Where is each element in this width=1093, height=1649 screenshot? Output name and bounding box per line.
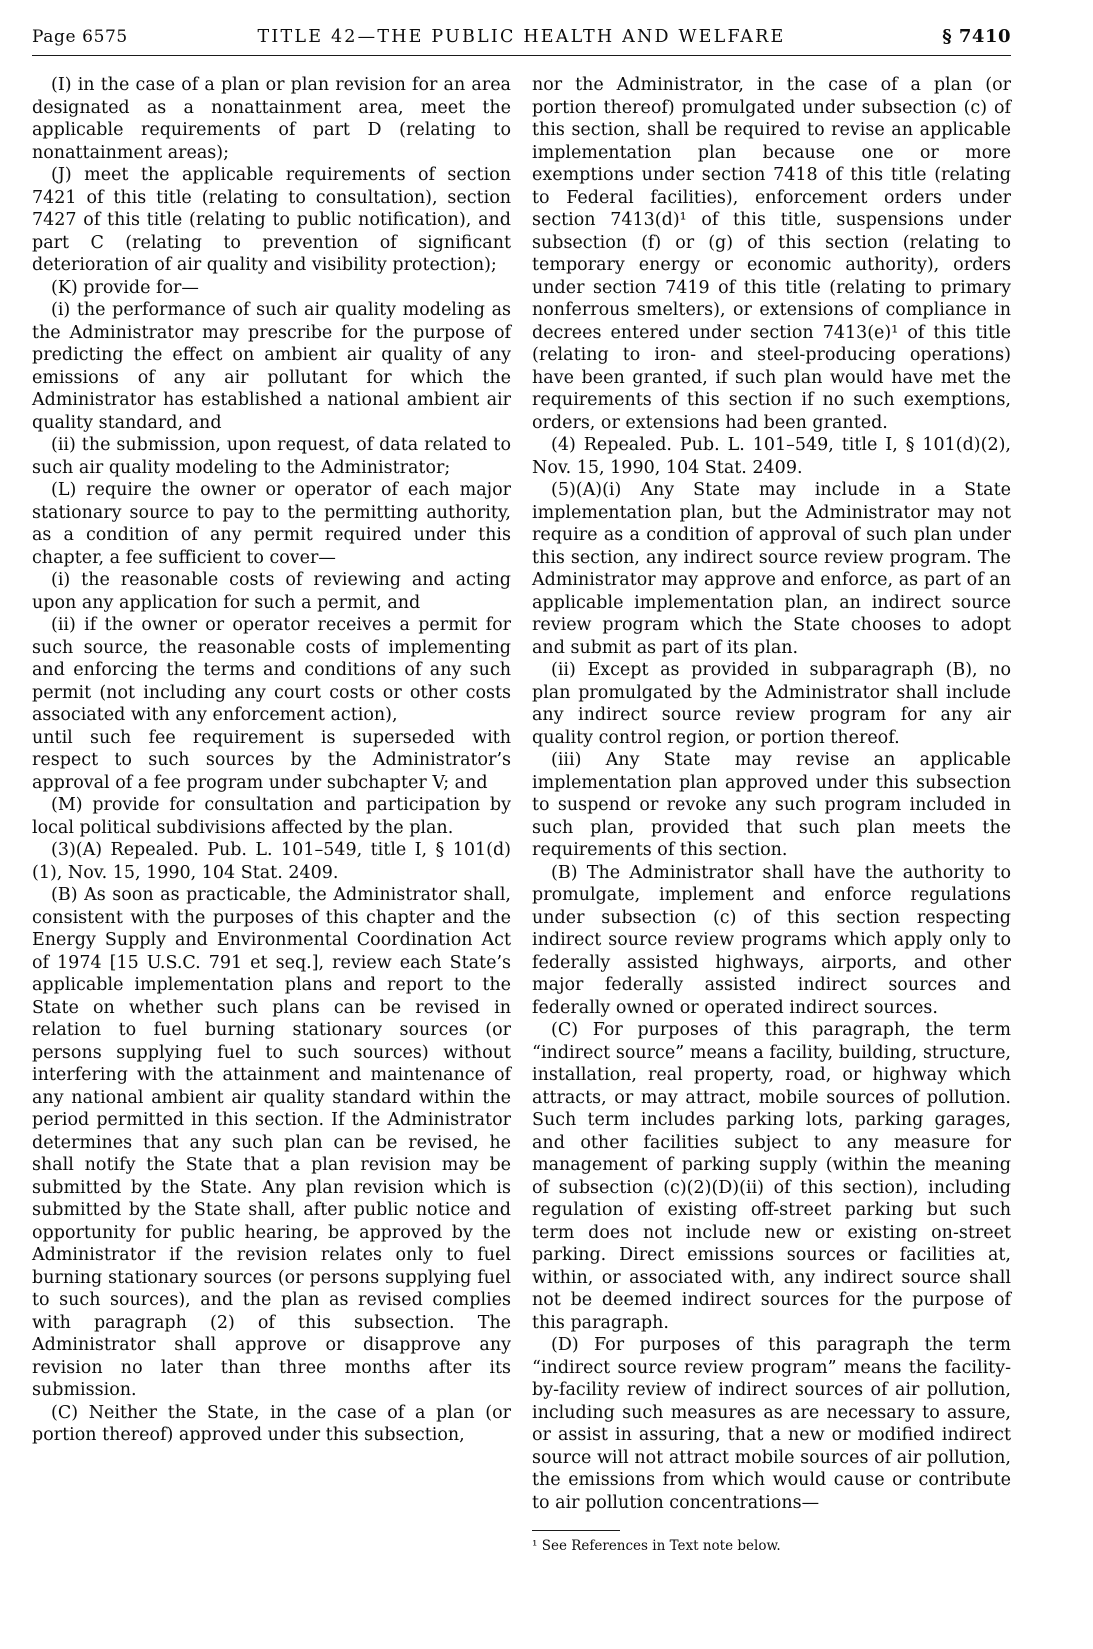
paragraph-until-clause: until such fee requirement is superseded with respect to such sources by the Administrator’s approval of a fee program under subchapter V; and: [32, 727, 511, 793]
header-rule: [32, 55, 1011, 56]
footnote: ¹ See References in Text note below.: [532, 1538, 781, 1554]
paragraph-5A-i: (5)(A)(i) Any State may include in a State implementation plan, but the Administrator may not require as a condition of approval of such plan under this section, any indirect source review program. The Administrator may approve and enforce, as part of an applicable implementation plan, an indirect source review program which the State chooses to adopt and submit as part of its plan.: [532, 480, 1011, 658]
paragraph-K: (K) provide for—: [51, 277, 199, 298]
paragraph-K-i: (i) the performance of such air quality modeling as the Administrator may prescribe for the purpose of predicting the effect on ambient air quality of any emissions of any air pollutant for which the Administrator has established a national ambient air quality standard, and: [32, 300, 511, 433]
paragraph-5A-iii: (iii) Any State may revise an applicable implementation plan approved under this subsection to suspend or revoke any such program included in such plan, provided that such plan meets the requirements of this section.: [532, 750, 1011, 860]
section-number: § 7410: [942, 26, 1011, 47]
paragraph-5A-ii: (ii) Except as provided in subparagraph (B), no plan promulgated by the Administrator shall include any indirect source review program for any air quality control region, or portion thereof.: [532, 660, 1011, 748]
page-header: [32, 26, 1011, 55]
paragraph-3C: (C) Neither the State, in the case of a plan (or portion thereof) approved under this subsection,: [32, 1402, 511, 1445]
paragraph-5B: (B) The Administrator shall have the authority to promulgate, implement and enforce regulations under subsection (c) of this section respecting indirect source review programs which apply only to federally assisted highways, airports, and other major federally assisted indirect sources and federally owned or operated indirect sources.: [532, 862, 1011, 1018]
page-title: TITLE 42—THE PUBLIC HEALTH AND WELFARE: [257, 27, 786, 47]
paragraph-3C-continued: nor the Administrator, in the case of a plan (or portion thereof) promulgated under subsection (c) of this section, shall be required to revise an applicable implementation plan because one or more exemptions under section 7418 of this title (relating to Federal facilities), enforcement orders under section 7413(d)¹ of this title, suspensions under subsection (f) or (g) of this section (relating to temporary energy or economic authority), orders under section 7419 of this title (relating to primary nonferrous smelters), or extensions of compliance in decrees entered under section 7413(e)¹ of this title (relating to iron- and steel-producing operations) have been granted, if such plan would have met the requirements of this section if no such exemptions, orders, or extensions had been granted.: [532, 75, 1011, 433]
paragraph-I: (I) in the case of a plan or plan revision for an area designated as a nonattainment area, meet the applicable requirements of part D (relating to nonattainment areas);: [32, 75, 511, 163]
paragraph-5C: (C) For purposes of this paragraph, the term “indirect source” means a facility, building, structure, installation, real property, road, or highway which attracts, or may attract, mobile sources of pollution. Such term includes parking lots, parking garages, and other facilities subject to any measure for management of parking supply (within the meaning of subsection (c)(2)(D)(ii) of this section), including regulation of existing off-street parking but such term does not include new or existing on-street parking. Direct emissions sources or facilities at, within, or associated with, any indirect source shall not be deemed indirect sources for the purpose of this paragraph.: [532, 1020, 1011, 1333]
right-column: [532, 74, 1011, 1555]
page-number: Page 6575: [32, 27, 128, 47]
paragraph-M: (M) provide for consultation and participation by local political subdivisions affected by the plan.: [32, 795, 511, 838]
paragraph-3A: (3)(A) Repealed. Pub. L. 101–549, title I, § 101(d)(1), Nov. 15, 1990, 104 Stat. 2409.: [32, 840, 511, 883]
paragraph-L-i: (i) the reasonable costs of reviewing and acting upon any application for such a permit, and: [32, 570, 511, 613]
paragraph-3B: (B) As soon as practicable, the Administrator shall, consistent with the purposes of this chapter and the Energy Supply and Environmental Coordination Act of 1974 [15 U.S.C. 791 et seq.], review each State’s applicable implementation plans and report to the State on whether such plans can be revised in relation to fuel burning stationary sources (or persons supplying fuel to such sources) without interfering with the attainment and maintenance of any national ambient air quality standard within the period permitted in this section. If the Administrator determines that any such plan can be revised, he shall notify the State that a plan revision may be submitted by the State. Any plan revision which is submitted by the State shall, after public notice and opportunity for public hearing, be approved by the Administrator if the revision relates only to fuel burning stationary sources (or persons supplying fuel to such sources), and the plan as revised complies with paragraph (2) of this subsection. The Administrator shall approve or disapprove any revision no later than three months after its submission.: [32, 885, 511, 1400]
footnote-rule: [532, 1530, 620, 1531]
paragraph-5D: (D) For purposes of this paragraph the term “indirect source review program” means the facility-by-facility review of indirect sources of air pollution, including such measures as are necessary to assure, or assist in assuring, that a new or modified indirect source will not attract mobile sources of air pollution, the emissions from which would cause or contribute to air pollution concentrations—: [532, 1335, 1011, 1513]
paragraph-L: (L) require the owner or operator of each major stationary source to pay to the permitting authority, as a condition of any permit required under this chapter, a fee sufficient to cover—: [32, 480, 511, 568]
paragraph-4: (4) Repealed. Pub. L. 101–549, title I, § 101(d)(2), Nov. 15, 1990, 104 Stat. 2409.: [532, 435, 1011, 478]
paragraph-K-ii: (ii) the submission, upon request, of data related to such air quality modeling to the Administrator;: [32, 435, 511, 478]
left-column: [32, 74, 511, 1555]
two-column-body: [32, 74, 1011, 1555]
paragraph-J: (J) meet the applicable requirements of section 7421 of this title (relating to consultation), section 7427 of this title (relating to public notification), and part C (relating to prevention of significant deterioration of air quality and visibility protection);: [32, 165, 511, 275]
paragraph-L-ii: (ii) if the owner or operator receives a permit for such source, the reasonable costs of implementing and enforcing the terms and conditions of any such permit (not including any court costs or other costs associated with any enforcement action),: [32, 615, 511, 725]
